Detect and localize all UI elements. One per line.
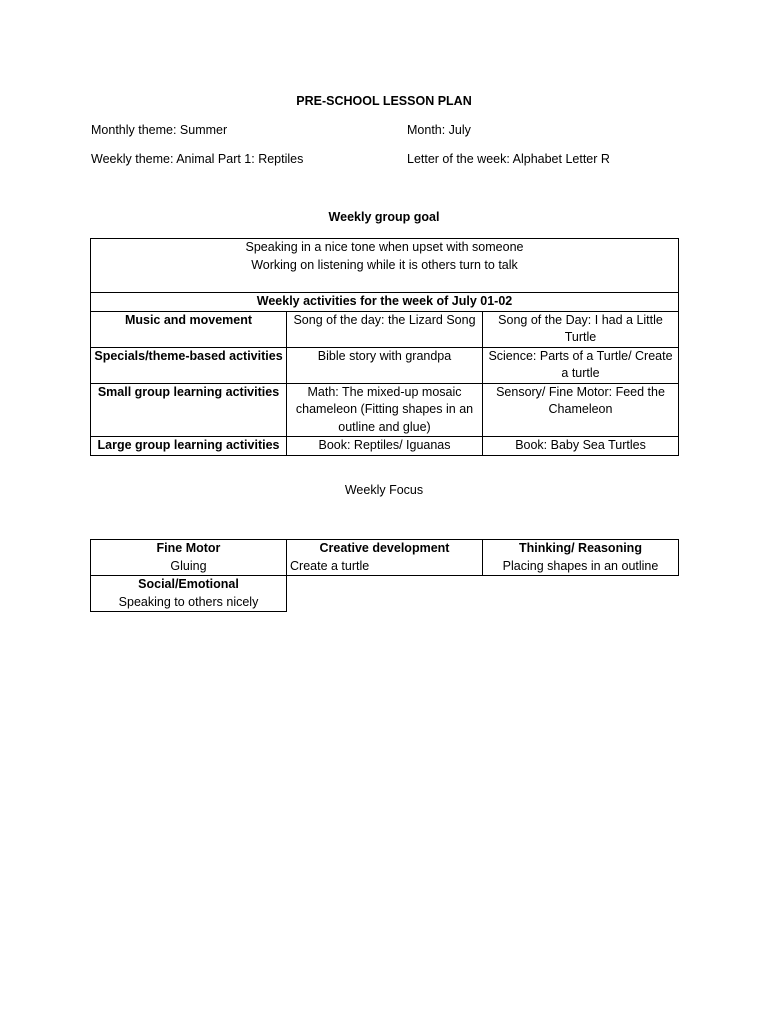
page-title: PRE-SCHOOL LESSON PLAN xyxy=(296,94,472,108)
focus-value: Placing shapes in an outline xyxy=(502,558,659,573)
table-row xyxy=(91,383,679,437)
focus-label: Fine Motor xyxy=(156,541,221,555)
table-row xyxy=(91,347,679,383)
month: Month: July xyxy=(407,123,471,137)
activity-cell: Science: Parts of a Turtle/ Create a turtle xyxy=(483,347,679,383)
monthly-theme: Monthly theme: Summer xyxy=(91,123,228,137)
table-row xyxy=(91,437,679,456)
weekly-plan-table xyxy=(90,238,679,456)
activity-cell: Bible story with grandpa xyxy=(287,347,483,383)
weekly-focus-table xyxy=(90,539,679,612)
weekly-group-goal-heading: Weekly group goal xyxy=(328,210,440,224)
focus-row xyxy=(91,540,679,576)
activity-cell: Song of the Day: I had a Little Turtle xyxy=(483,311,679,347)
focus-creative xyxy=(287,540,483,576)
activity-cell: Math: The mixed-up mosaic chameleon (Fitting shapes in an outline and glue) xyxy=(287,383,483,437)
goal-cell xyxy=(91,239,679,293)
weekly-focus-heading: Weekly Focus xyxy=(344,483,424,497)
row-label: Small group learning activities xyxy=(91,383,287,437)
activities-heading: Weekly activities for the week of July 01-02 xyxy=(91,293,679,312)
activity-cell: Song of the day: the Lizard Song xyxy=(287,311,483,347)
focus-value: Speaking to others nicely xyxy=(118,594,259,609)
table-row xyxy=(91,311,679,347)
focus-value: Create a turtle xyxy=(290,558,370,573)
goal-row xyxy=(91,239,679,293)
activity-cell: Sensory/ Fine Motor: Feed the Chameleon xyxy=(483,383,679,437)
focus-row xyxy=(91,576,679,612)
goal-line-2: Working on listening while it is others turn to talk xyxy=(251,257,518,272)
weekly-theme: Weekly theme: Animal Part 1: Reptiles xyxy=(91,152,304,166)
activity-cell: Book: Reptiles/ Iguanas xyxy=(287,437,483,456)
activity-cell: Book: Baby Sea Turtles xyxy=(483,437,679,456)
focus-label: Social/Emotional xyxy=(138,577,239,591)
focus-value: Gluing xyxy=(170,558,207,573)
focus-fine-motor xyxy=(91,540,287,576)
row-label: Music and movement xyxy=(91,311,287,347)
row-label: Specials/theme-based activities xyxy=(91,347,287,383)
focus-thinking xyxy=(483,540,679,576)
row-label: Large group learning activities xyxy=(91,437,287,456)
activities-heading-row xyxy=(91,293,679,312)
focus-label: Creative development xyxy=(319,541,450,555)
letter-of-week: Letter of the week: Alphabet Letter R xyxy=(407,152,610,166)
focus-social xyxy=(91,576,287,612)
goal-line-1: Speaking in a nice tone when upset with someone xyxy=(245,240,524,254)
focus-label: Thinking/ Reasoning xyxy=(519,541,642,555)
